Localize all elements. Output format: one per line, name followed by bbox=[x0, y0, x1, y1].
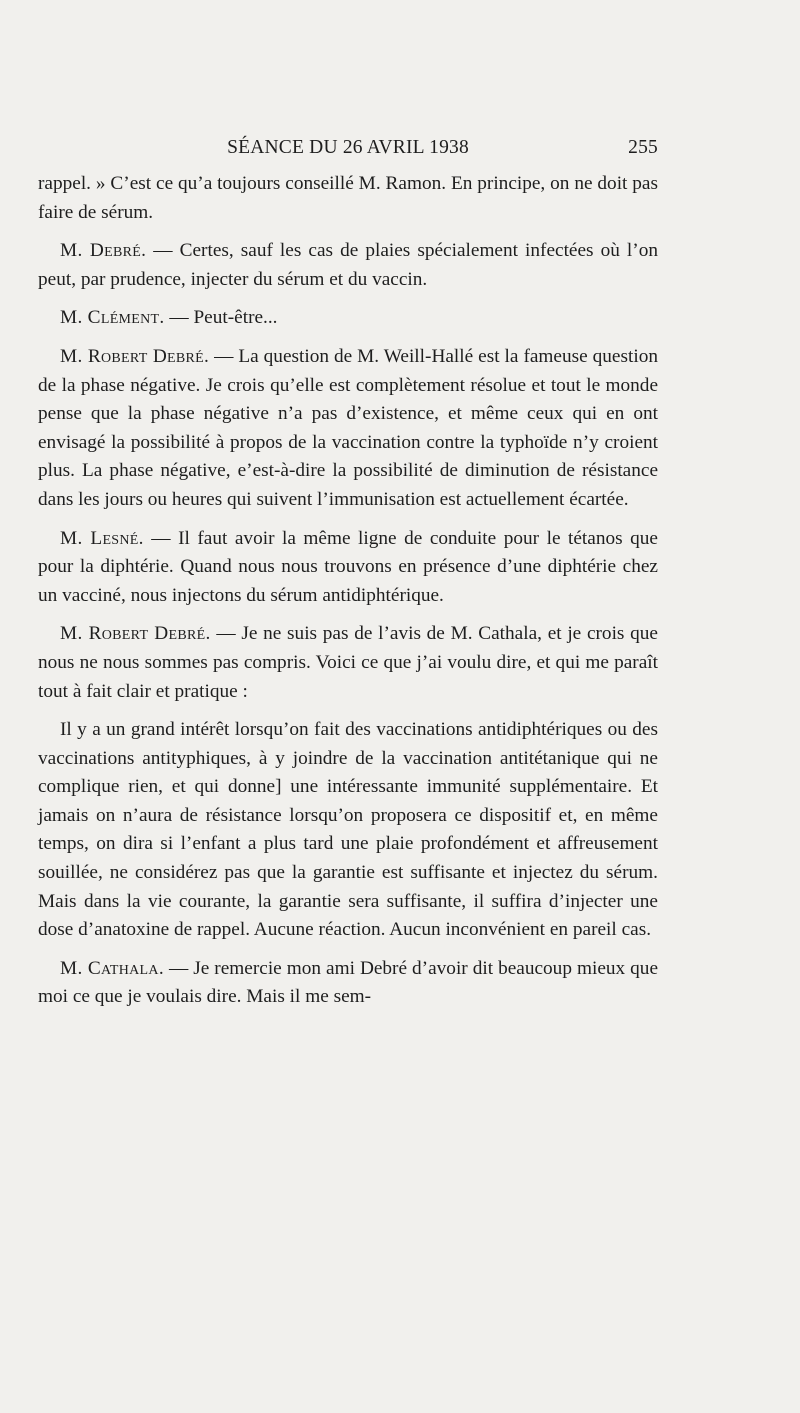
page-title: SÉANCE DU 26 AVRIL 1938 bbox=[227, 137, 469, 158]
paragraph-6 bbox=[38, 620, 658, 706]
paragraph-6-text: — Je ne suis pas de l’avis de M. Cathala, et je crois que nous ne nous sommes pas compris. Voici ce que j’ai voulu dire, et qui me paraît tout à fait clair et pratique : bbox=[38, 623, 658, 702]
page-number: 255 bbox=[628, 137, 658, 158]
running-header bbox=[38, 130, 658, 164]
paragraph-4-text: — La question de M. Weill-Hallé est la fameuse question de la phase négative. Je crois qu’elle est complètement résolue et tout le monde pense que la phase négative n’a pas d’existence, et même ceux qui en ont envisagé la possibilité à propos de la vaccination contre la typhoïde n’y croient plus. La phase négative, e’est-à-dire la possibilité de diminution de résistance dans les jours ou heures qui suivent l’immunisation est actuellement écartée. bbox=[38, 345, 658, 510]
speaker-name: M. Clément. bbox=[60, 307, 165, 329]
paragraph-8-text: — Je remercie mon ami Debré d’avoir dit beaucoup mieux que moi ce que je voulais dire. Mais il me sem- bbox=[38, 957, 659, 1008]
paragraph-3-text: — Peut-être... bbox=[164, 307, 278, 329]
speaker-name: M. Cathala. bbox=[60, 957, 164, 979]
body-text bbox=[38, 170, 658, 1012]
speaker-name: M. Robert Debré. bbox=[60, 345, 210, 367]
paragraph-7 bbox=[38, 716, 658, 945]
paragraph-5-text: — Il faut avoir la même ligne de conduite pour le tétanos que pour la diphtérie. Quand nous nous trouvons en présence d’une diphtérie chez un vacciné, nous injectons du sérum antidiphtérique. bbox=[38, 527, 658, 606]
speaker-name: M. Robert Debré. bbox=[60, 623, 211, 645]
speaker-name: M. Lesné. bbox=[60, 527, 144, 549]
paragraph-1 bbox=[38, 170, 658, 227]
paragraph-4 bbox=[38, 343, 658, 515]
document-page bbox=[38, 130, 658, 1012]
paragraph-2-text: — Certes, sauf les cas de plaies spécialement infectées où l’on peut, par prudence, injecter du sérum et du vaccin. bbox=[38, 240, 658, 290]
paragraph-7-text: Il y a un grand intérêt lorsqu’on fait des vaccinations antidiphtériques ou des vaccinations antityphiques, à y joindre de la vaccination antitétanique qui ne complique rien, et qui donne] une intéressante immunité supplémentaire. Et jamais on n’aura de résistance lorsqu’on proposera ce dispositif et, en même temps, on dira si l’enfant a plus tard une plaie profondément et affreusement souillée, ne considérez pas que la garantie est suffisante et injectez du sérum. Mais dans la vie courante, la garantie sera suffisante, il suffira d’injecter une dose d’anatoxine de rappel. Aucune réaction. Aucun inconvénient en pareil cas. bbox=[38, 719, 658, 941]
paragraph-3 bbox=[38, 304, 658, 333]
paragraph-1-text: rappel. » C’est ce qu’a toujours conseillé M. Ramon. En principe, on ne doit pas faire de sérum. bbox=[38, 173, 658, 223]
paragraph-5 bbox=[38, 525, 658, 611]
speaker-name: M. Debré. bbox=[60, 240, 147, 262]
paragraph-2 bbox=[38, 237, 658, 294]
paragraph-8 bbox=[38, 955, 658, 1012]
